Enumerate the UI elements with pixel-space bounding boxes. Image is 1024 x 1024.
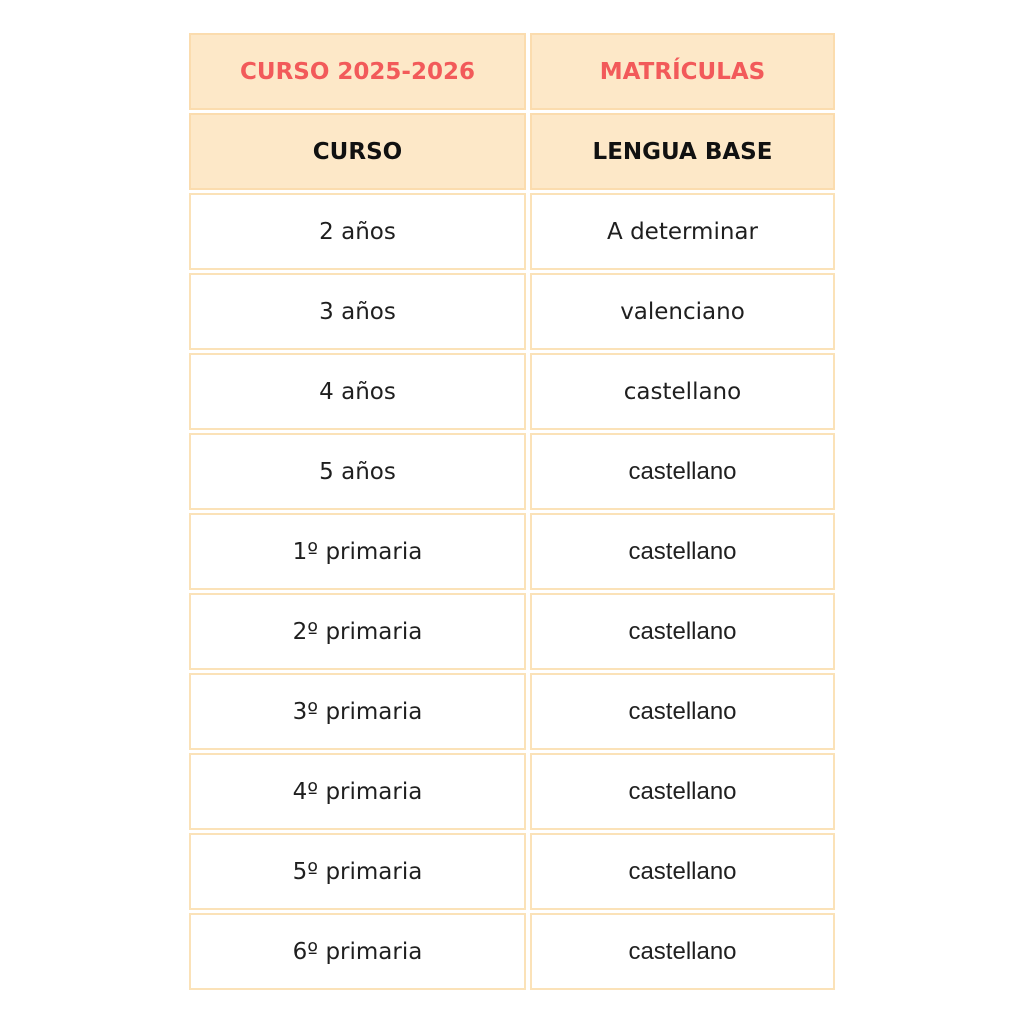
title-cell-enrollments: MATRÍCULAS [530,33,835,110]
course-cell: 2 años [189,193,526,270]
course-cell: 1º primaria [189,513,526,590]
language-cell: castellano [530,673,835,750]
course-cell: 4º primaria [189,753,526,830]
course-cell: 2º primaria [189,593,526,670]
course-cell: 3 años [189,273,526,350]
course-cell: 6º primaria [189,913,526,990]
language-cell: valenciano [530,273,835,350]
course-cell: 5º primaria [189,833,526,910]
column-header-course: CURSO [189,113,526,190]
enrollment-table [189,33,835,990]
language-cell: castellano [530,353,835,430]
title-cell-course-year: CURSO 2025-2026 [189,33,526,110]
language-cell: A determinar [530,193,835,270]
language-cell: castellano [530,833,835,910]
language-cell: castellano [530,433,835,510]
language-cell: castellano [530,753,835,830]
language-cell: castellano [530,513,835,590]
course-cell: 3º primaria [189,673,526,750]
course-cell: 5 años [189,433,526,510]
column-header-base-language: LENGUA BASE [530,113,835,190]
language-cell: castellano [530,913,835,990]
course-cell: 4 años [189,353,526,430]
language-cell: castellano [530,593,835,670]
